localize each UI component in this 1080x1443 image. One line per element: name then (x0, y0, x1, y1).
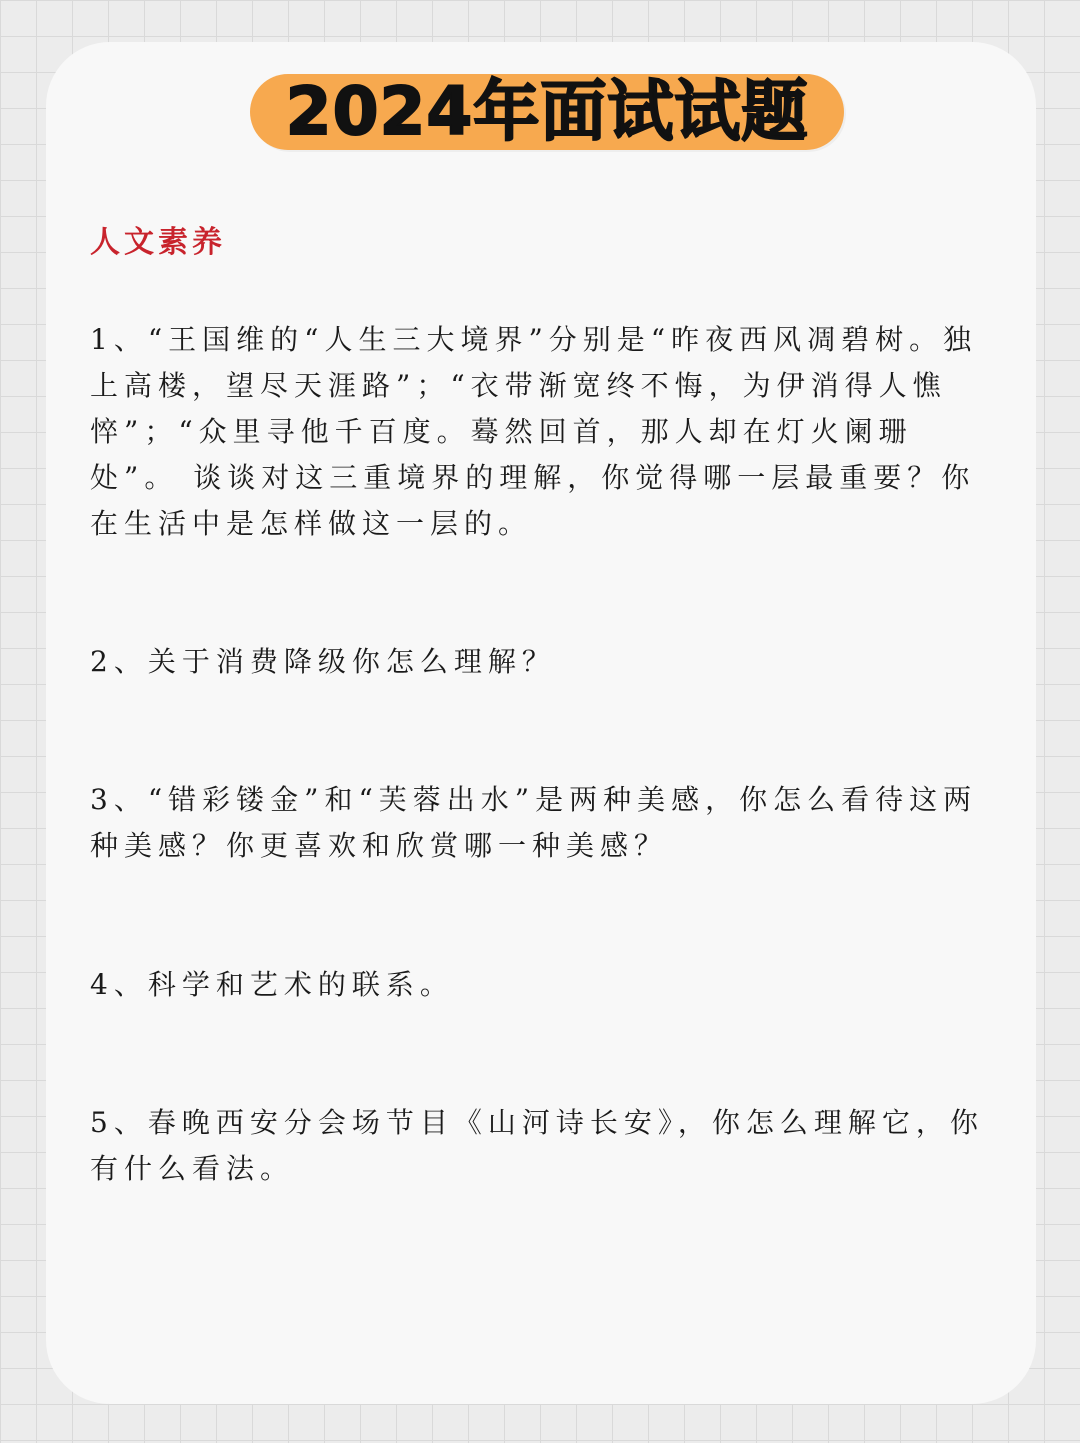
content-card (46, 42, 1036, 1404)
question-2: 2、关于消费降级你怎么理解？ (90, 645, 556, 678)
title-banner (250, 74, 844, 150)
section-label: 人文素养 (90, 225, 226, 260)
question-4: 4、科学和艺术的联系。 (90, 968, 454, 1001)
question-3: 3、“错彩镂金”和“芙蓉出水”是两种美感，你怎么看待这两种美感？你更喜欢和欣赏哪一种美感？ (90, 783, 978, 862)
page-title: 2024年面试试题 (285, 73, 809, 150)
question-1: 1、“王国维的“人生三大境界”分别是“昨夜西风凋碧树。独上高楼，望尽天涯路”；“衣带渐宽终不悔，为伊消得人憔悴”；“众里寻他千百度。蓦然回首，那人却在灯火阑珊处”。 谈谈对这三重境界的理解，你觉得哪一层最重要？你在生活中是怎样做这一层的。 (90, 323, 978, 540)
question-5: 5、春晚西安分会场节目《山河诗长安》，你怎么理解它，你有什么看法。 (90, 1106, 984, 1185)
